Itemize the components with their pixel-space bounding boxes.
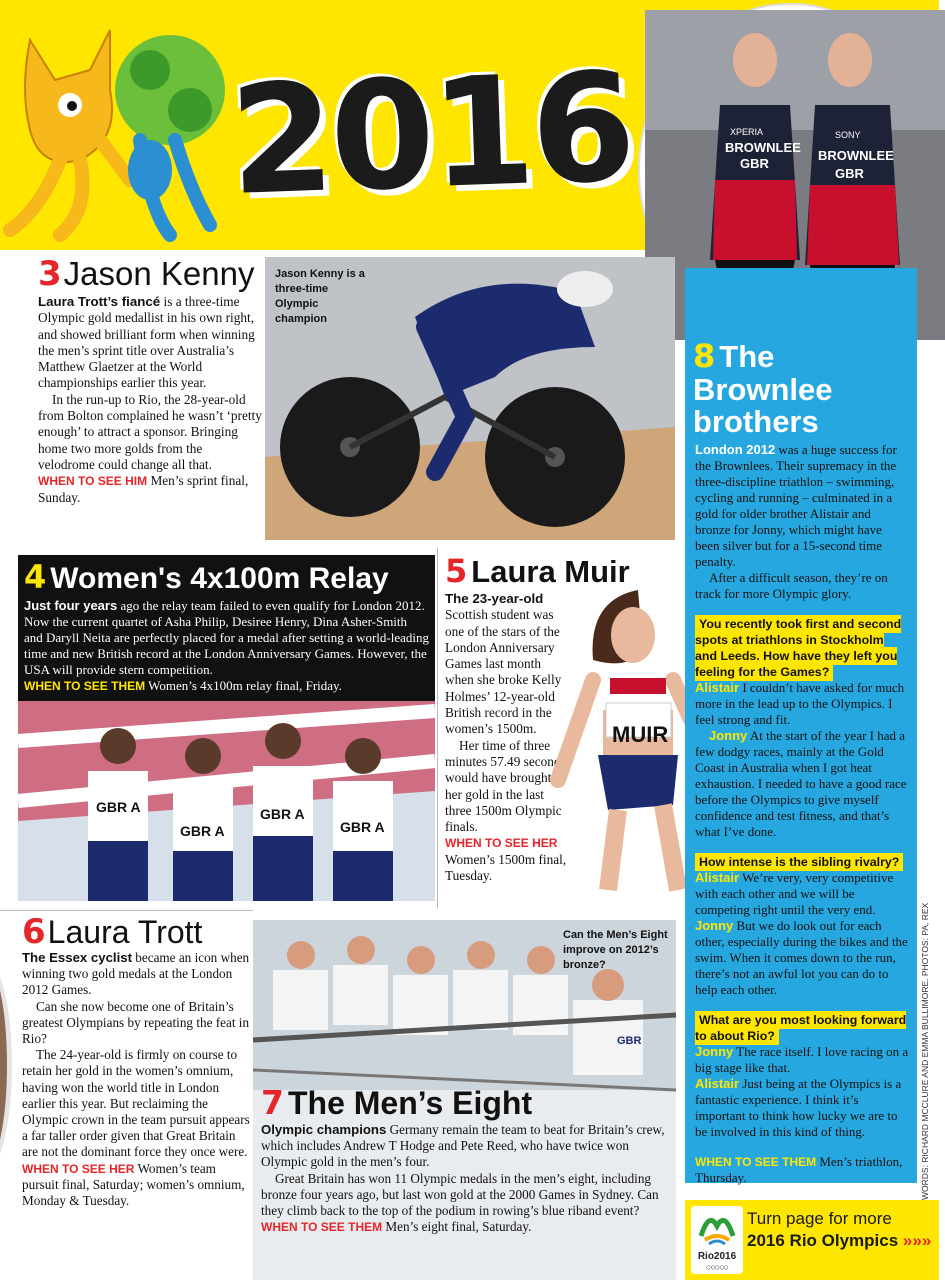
trott-para2: Can she now become one of Britain’s greatest Olympians by repeating the feat in Rio? (22, 998, 250, 1047)
relay-lead: Just four years (24, 598, 118, 613)
muir-para1: Scottish student was one of the stars of the London Anniversary Games last month when she broke Kelly Holmes’ 12-year-old British record in the women’s 1500m. (445, 607, 562, 737)
question-2: How intense is the sibling rivalry? (695, 853, 903, 871)
relay-number: 4 (24, 558, 47, 596)
relay-para1: ago the relay team failed to even qualify for London 2012. Now the current quartet of Asha Philip, Desiree Henry, Dina Asher-Smith and Daryll Neita are perfectly placed for a medal after setting a world-leading time and new British record at the London Anniversary Games. However, the USA will provide stern competition. (24, 598, 429, 677)
brownlee-heading: The Brownlee brothers (693, 339, 833, 440)
brownlee-when-label: WHEN TO SEE THEM (695, 1154, 817, 1169)
relay-illustration (18, 701, 435, 901)
muir-when-label: WHEN TO SEE HER (445, 836, 558, 851)
bib1-country: GBR (740, 156, 769, 171)
rio-logo-icon (691, 1206, 743, 1246)
trott-when-label: WHEN TO SEE HER (22, 1161, 135, 1176)
answer-5: The race itself. I love racing on a big stage like that. (695, 1043, 909, 1075)
relay-bib-2: GBR A (180, 823, 225, 839)
answer-6: Just being at the Olympics is a fantastic experience. I think it’s important to think how lucky we are to be involved in this kind of thing. (695, 1075, 902, 1139)
muir-heading: Laura Muir (471, 554, 630, 589)
footer-line2-text: 2016 Rio Olympics (747, 1231, 899, 1250)
eight-when-text: Men’s eight final, Saturday. (382, 1219, 532, 1235)
brownlee-number: 8 (693, 337, 716, 375)
muir-bib: MUIR (612, 722, 669, 747)
brownlee-lead: London 2012 (695, 441, 776, 457)
relay-when-label: WHEN TO SEE THEM (24, 679, 146, 693)
brownlee-para2: After a difficult season, they’re on track for more Olympic glory. (695, 569, 888, 601)
kenny-photo (265, 257, 675, 540)
eight-caption: Can the Men’s Eight improve on 2012’s bronze? (563, 929, 668, 971)
kenny-heading: Jason Kenny (63, 255, 255, 292)
trott-panel (22, 912, 254, 1235)
relay-when-text: Women’s 4x100m relay final, Friday. (145, 678, 342, 693)
bib1-sponsor: XPERIA (730, 127, 764, 137)
mascot-illustration (0, 10, 230, 240)
trott-lead: The Essex cyclist (22, 950, 132, 965)
footer-line1: Turn page for more (747, 1209, 892, 1228)
bib1-name: BROWNLEE (725, 140, 801, 155)
bib2-name: BROWNLEE (818, 148, 894, 163)
divider (437, 548, 438, 908)
answer-4: But we do look out for each other, especially during the bikes and the swim. When it comes down to the run, there’s not an awful lot you can do to help each other. (695, 917, 908, 997)
rio-logo (691, 1206, 743, 1274)
muir-lead: The 23-year-old (445, 591, 544, 606)
question-1: You recently took first and second spots at triathlons in Stockholm and Leeds. How have they left you feeling for the Games? (695, 616, 902, 679)
relay-bib-1: GBR A (96, 799, 141, 815)
eight-lead: Olympic champions (261, 1122, 387, 1137)
brownlee-panel (685, 268, 917, 1183)
relay-panel (18, 555, 435, 701)
brownlee-when-text: Men’s triathlon, Thursday. (695, 1153, 903, 1185)
trott-para1: became an icon when winning two gold medals at the London 2012 Games. (22, 950, 250, 998)
eight-para2: Great Britain has won 11 Olympic medals in the men’s eight, including bronze four years ago, but last won gold at the 2000 Games in Sydney. Can they climb back to the top of the podium in rowing’s blue riband event? (261, 1170, 659, 1219)
relay-bib-4: GBR A (340, 819, 385, 835)
trott-heading: Laura Trott (47, 914, 203, 950)
question-3: What are you most looking forward to about Rio? (695, 1012, 907, 1043)
footer-promo[interactable] (685, 1200, 939, 1280)
eight-bib: GBR (617, 1035, 642, 1047)
answer-5-speaker: Jonny (695, 1043, 734, 1059)
kenny-when-text: Men’s sprint final, Sunday. (38, 473, 249, 505)
arrows-icon: »»» (902, 1231, 932, 1250)
kenny-para1: is a three-time Olympic gold medallist in his own right, and showed brilliant form when winning the men’s sprint title over Australia’s Matthew Glaetzer at the World championships earlier this year. (38, 294, 255, 391)
eight-para1: Germany remain the team to beat for Britain’s crew, which includes Andrew T Hodge and Pete Reed, who have twice won Olympic gold in the men’s four. (261, 1122, 665, 1170)
answer-1-speaker: Alistair (695, 679, 740, 695)
kenny-para2: In the run-up to Rio, the 28-year-old from Bolton complained he wasn’t ‘pretty enough’ to attract a sponsor. Bringing home two more golds from the velodrome could change all that. (38, 391, 262, 472)
relay-heading: Women's 4x100m Relay (50, 562, 389, 595)
eight-panel (253, 920, 676, 1280)
bib2-sponsor: SONY (835, 130, 861, 140)
muir-when-text: Women’s 1500m final, Tuesday. (445, 851, 567, 884)
kenny-lead: Laura Trott’s fiancé (38, 294, 161, 309)
eight-number: 7 (261, 1083, 284, 1122)
relay-photo (18, 701, 435, 901)
answer-1: I couldn’t have asked for much more in the lead up to the Olympics. I feel strong and fit. (695, 679, 905, 727)
bib2-country: GBR (835, 166, 864, 181)
olympic-rings-icon: ○○○○○ (705, 1262, 729, 1272)
trott-number: 6 (22, 912, 46, 952)
page-title: 2016 (227, 41, 635, 229)
answer-2: At the start of the year I had a few dodgy races, mainly at the Gold Coast in Australia when I got heat exhaustion. I needed to have a good race before the Olympics to give myself confidence and test fitness, and that’s what I’ve done. (695, 727, 907, 839)
footer-line2 (747, 1231, 931, 1251)
kenny-when-label: WHEN TO SEE HIM (38, 474, 148, 489)
trott-photo-edge (0, 960, 12, 1170)
answer-4-speaker: Jonny (695, 917, 734, 933)
brownlee-para1: was a huge success for the Brownlees. Their supremacy in the three-discipline triathlon – swimming, cycling and running – culminated in a gold for older brother Alistair and bronze for Jonny, which might have been silver but for a 15-second time penalty. (695, 441, 897, 569)
kenny-caption: Jason Kenny is a three-time Olympic champion (275, 268, 365, 325)
answer-6-speaker: Alistair (695, 1075, 740, 1091)
kenny-number: 3 (38, 254, 62, 294)
trott-para3: The 24-year-old is firmly on course to retain her gold in the women’s omnium, having won the world title in London earlier this year. But reclaiming the Olympic crown in the team pursuit appears a far taller order given that Great Britain are not the dominant force they once were. (22, 1047, 250, 1160)
rio-logo-text: Rio2016 (697, 1251, 737, 1262)
muir-sponsor: müller (616, 703, 650, 715)
divider (0, 910, 253, 911)
muir-number: 5 (445, 552, 468, 590)
answer-3-speaker: Alistair (695, 869, 740, 885)
eight-when-label: WHEN TO SEE THEM (261, 1220, 383, 1235)
kenny-panel (30, 254, 265, 525)
answer-3: We’re very, very competitive with each other and we will be competing right until the very end. (695, 869, 894, 917)
muir-para2: Her time of three minutes 57.49 seconds would have brought her gold in the last three 1500m Olympic finals. (445, 737, 566, 835)
answer-2-speaker: Jonny (709, 727, 748, 743)
eight-heading: The Men’s Eight (287, 1085, 533, 1121)
relay-bib-3: GBR A (260, 806, 305, 822)
photo-credits: WORDS: RICHARD MCCLURE AND EMMA BULLIMORE. PHOTOS: PA, REX (920, 902, 930, 1200)
trott-when-text: Women’s team pursuit final, Saturday; women’s omnium, Monday & Tuesday. (22, 1160, 245, 1209)
